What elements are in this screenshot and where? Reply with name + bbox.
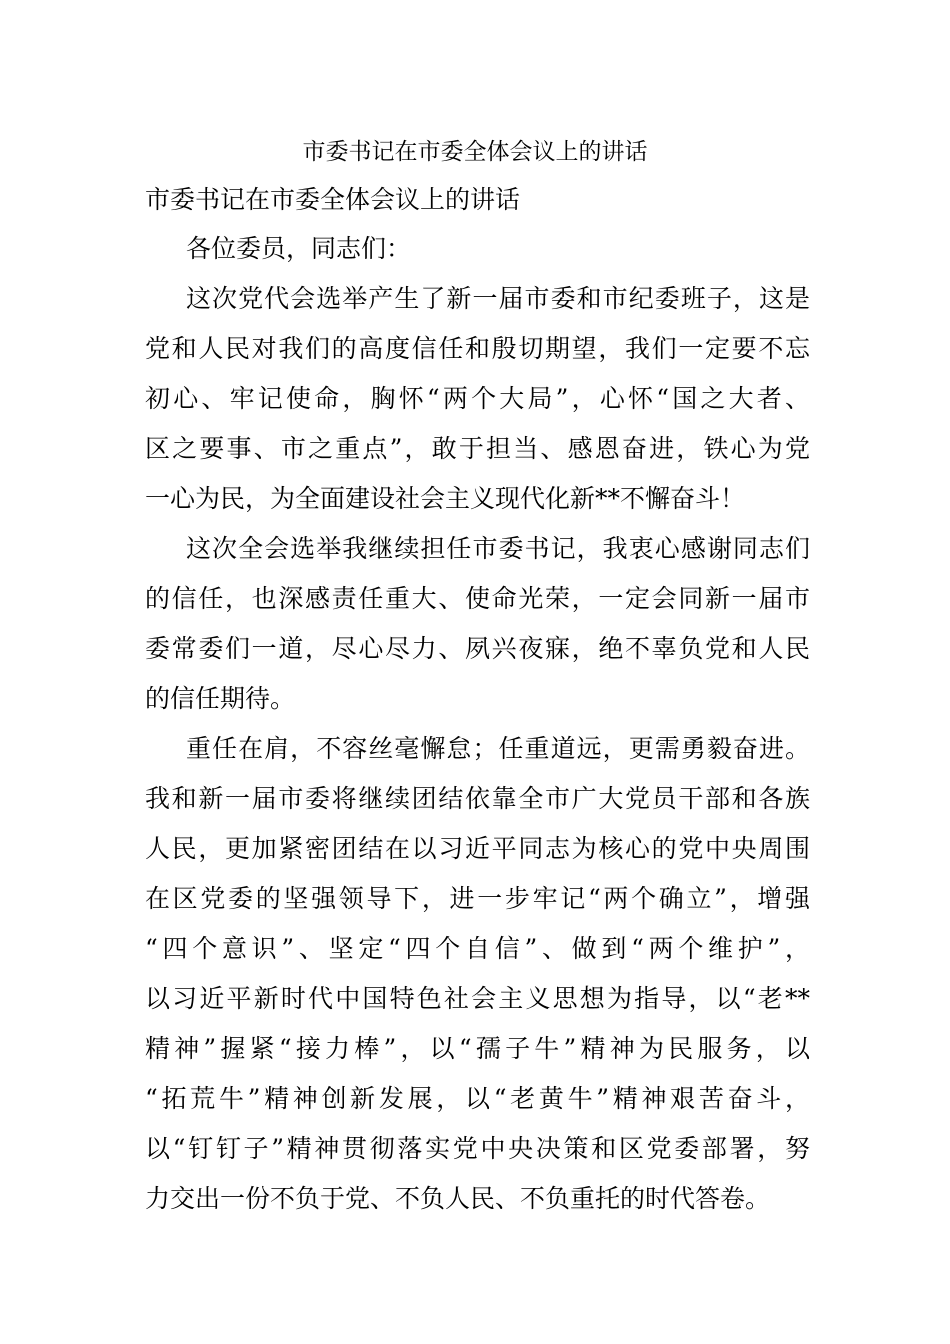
paragraph-line: 的信任，也深感责任重大、使命光荣，一定会同新一届市 <box>145 584 810 613</box>
paragraph-2 <box>145 524 810 724</box>
paragraph-line: 一心为民，为全面建设社会主义现代化新**不懈奋斗！ <box>145 484 746 513</box>
paragraph-line: 的信任期待。 <box>145 684 296 713</box>
paragraph-line: 人民，更加紧密团结在以习近平同志为核心的党中央周围 <box>145 834 810 863</box>
paragraph-line: 以习近平新时代中国特色社会主义思想为指导，以“老** <box>145 984 810 1013</box>
paragraph-line: 这次党代会选举产生了新一届市委和市纪委班子，这是 <box>186 284 810 313</box>
document-title: 市委书记在市委全体会议上的讲话 <box>302 139 648 165</box>
paragraph-line: 区之要事、市之重点”，敢于担当、感恩奋进，铁心为党 <box>145 434 810 463</box>
paragraph-line: 我和新一届市委将继续团结依靠全市广大党员干部和各族 <box>145 784 810 813</box>
paragraph-line: 初心、牢记使命，胸怀“两个大局”，心怀“国之大者、 <box>145 384 810 413</box>
paragraph-line: 重任在肩，不容丝毫懈怠；任重道远，更需勇毅奋进。 <box>186 734 810 763</box>
paragraph-line: 精神”握紧“接力棒”，以“孺子牛”精神为民服务，以 <box>145 1034 810 1063</box>
paragraph-1 <box>145 274 810 524</box>
greeting: 各位委员，同志们： <box>186 234 412 263</box>
paragraph-line: 力交出一份不负于党、不负人民、不负重托的时代答卷。 <box>145 1184 771 1213</box>
paragraph-line: 以“钉钉子”精神贯彻落实党中央决策和区党委部署，努 <box>145 1134 810 1163</box>
paragraph-line: 委常委们一道，尽心尽力、夙兴夜寐，绝不辜负党和人民 <box>145 634 810 663</box>
paragraph-line: “四个意识”、坚定“四个自信”、做到“两个维护”， <box>145 934 810 963</box>
paragraph-line: “拓荒牛”精神创新发展，以“老黄牛”精神艰苦奋斗， <box>145 1084 810 1113</box>
paragraph-line: 党和人民对我们的高度信任和殷切期望，我们一定要不忘 <box>145 334 810 363</box>
paragraph-line: 这次全会选举我继续担任市委书记，我衷心感谢同志们 <box>186 534 810 563</box>
paragraph-3 <box>145 724 810 1224</box>
document-subtitle: 市委书记在市委全体会议上的讲话 <box>145 185 521 214</box>
paragraph-line: 在区党委的坚强领导下，进一步牢记“两个确立”，增强 <box>145 884 810 913</box>
